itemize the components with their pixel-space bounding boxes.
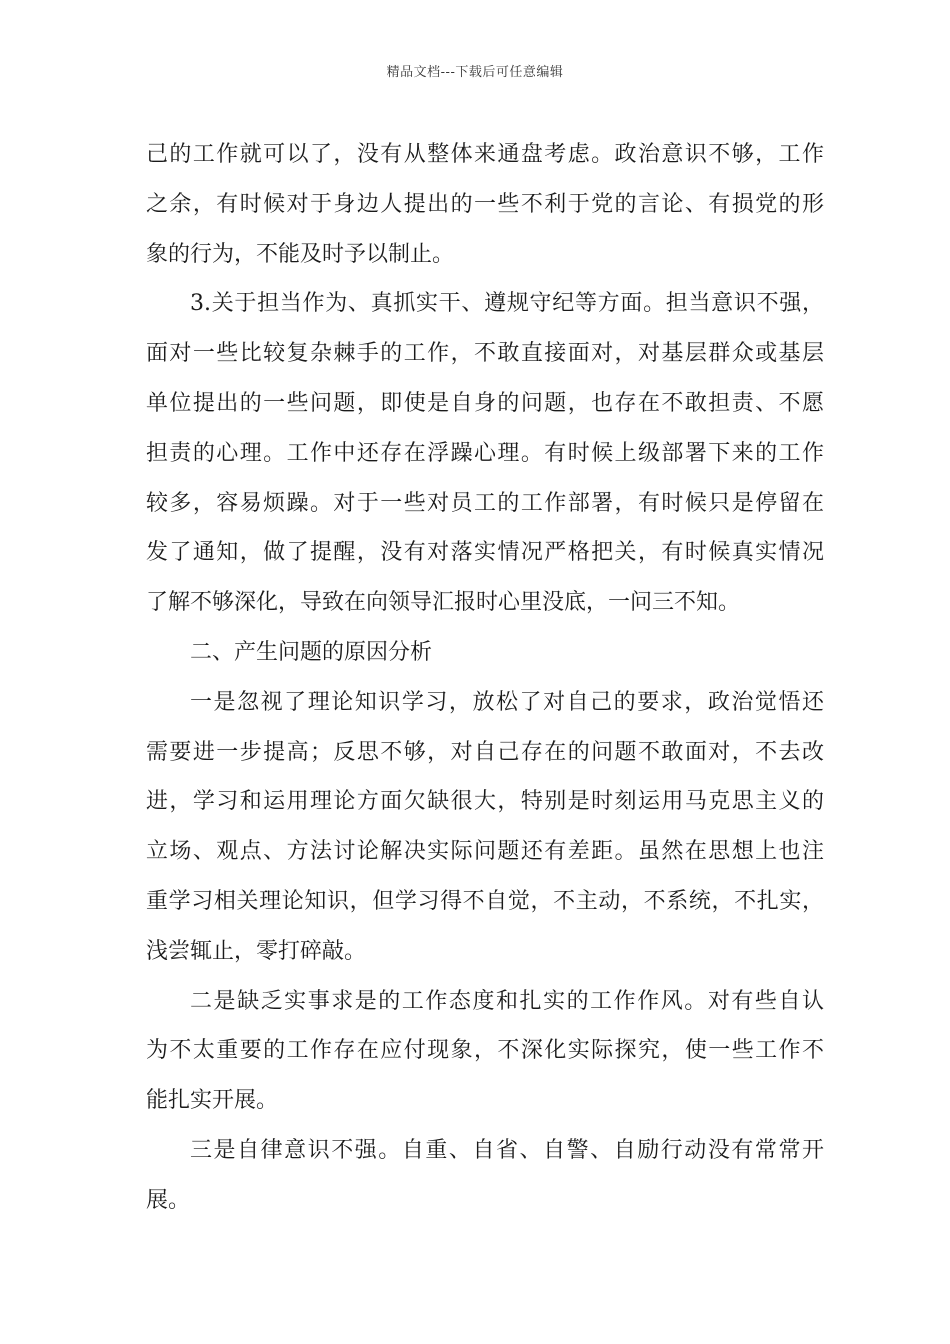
- paragraph-line: 了解不够深化，导致在向领导汇报时心里没底，一问三不知。: [146, 590, 741, 616]
- paragraph-line: 三是自律意识不强。自重、自省、自警、自励行动没有常常开: [190, 1137, 824, 1163]
- paragraph-line: 二是缺乏实事求是的工作态度和扎实的工作作风。对有些自认: [190, 988, 824, 1014]
- paragraph-line: 一是忽视了理论知识学习，放松了对自己的要求，政治觉悟还: [190, 689, 824, 715]
- paragraph-line: 进，学习和运用理论方面欠缺很大，特别是时刻运用马克思主义的: [146, 789, 824, 815]
- document-body: [146, 130, 824, 1226]
- paragraph-line: 己的工作就可以了，没有从整体来通盘考虑。政治意识不够，工作: [146, 142, 824, 167]
- paragraph-line: 发了通知，做了提醒，没有对落实情况严格把关，有时候真实情况: [146, 540, 824, 566]
- page-header: 精品文档---下载后可任意编辑: [386, 65, 564, 80]
- paragraph-line: 重学习相关理论知识，但学习得不自觉，不主动，不系统，不扎实，: [146, 888, 824, 914]
- paragraph-line: 单位提出的一些问题，即使是自身的问题，也存在不敢担责、不愿: [146, 390, 824, 416]
- paragraph-line: 较多，容易烦躁。对于一些对员工的工作部署，有时候只是停留在: [146, 490, 824, 516]
- paragraph-line: 立场、观点、方法讨论解决实际问题还有差距。虽然在思想上也注: [146, 839, 824, 865]
- paragraph-line: 需要进一步提高；反思不够，对自己存在的问题不敢面对，不去改: [146, 739, 824, 765]
- paragraph-line: 3.关于担当作为、真抓实干、遵规守纪等方面。担当意识不强，: [190, 291, 824, 317]
- paragraph-line: 能扎实开展。: [146, 1088, 279, 1114]
- paragraph-line: 担责的心理。工作中还存在浮躁心理。有时候上级部署下来的工作: [146, 440, 824, 466]
- paragraph-line: 展。: [146, 1187, 191, 1213]
- paragraph-line: 浅尝辄止，零打碎敲。: [146, 938, 367, 964]
- paragraph-line: 象的行为，不能及时予以制止。: [146, 241, 455, 267]
- paragraph-line: 之余，有时候对于身边人提出的一些不利于党的言论、有损党的形: [146, 191, 824, 217]
- paragraph-line: 为不太重要的工作存在应付现象，不深化实际探究，使一些工作不: [146, 1038, 824, 1064]
- paragraph-line: 面对一些比较复杂棘手的工作，不敢直接面对，对基层群众或基层: [146, 341, 824, 367]
- section-heading: 二、产生问题的原因分析: [190, 639, 433, 665]
